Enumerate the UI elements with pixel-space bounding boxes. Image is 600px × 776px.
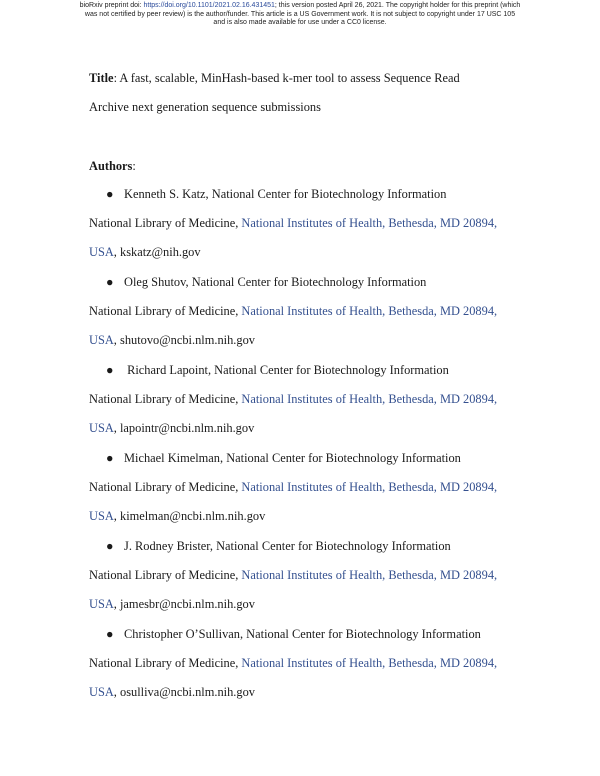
author-name-line: ● Oleg Shutov, National Center for Biotechnology Information	[106, 275, 427, 289]
author-email: , kskatz@nih.gov	[113, 245, 201, 259]
author-name-line: ● Richard Lapoint, National Center for Biotechnology Information	[106, 363, 449, 377]
bullet-icon: ●	[106, 275, 114, 289]
author-affiliation-line: National Library of Medicine, National Institutes of Health, Bethesda, MD 20894,	[89, 480, 498, 494]
author-email-line	[89, 597, 255, 611]
author-email-line	[89, 245, 201, 259]
title-line-1: Title: A fast, scalable, MinHash-based k-mer tool to assess Sequence Read	[89, 71, 460, 85]
author-email: , osulliva@ncbi.nlm.nih.gov	[113, 685, 255, 699]
author-affiliation-line: National Library of Medicine, National Institutes of Health, Bethesda, MD 20894,	[89, 216, 498, 230]
notice-line-2: was not certified by peer review) is the author/funder. This article is a US Government work. It is not subject to copyright under 17 USC 105	[84, 10, 516, 18]
author-email: , shutovo@ncbi.nlm.nih.gov	[113, 333, 255, 347]
author-name-line: ● Christopher O’Sullivan, National Center for Biotechnology Information	[106, 627, 481, 641]
bullet-icon: ●	[106, 363, 114, 377]
author-email: , kimelman@ncbi.nlm.nih.gov	[113, 509, 266, 523]
country-link[interactable]: USA	[89, 421, 114, 435]
institute-link[interactable]: National Institutes of Health, Bethesda, MD 20894,	[241, 568, 498, 582]
bullet-icon: ●	[106, 187, 114, 201]
preprint-notice	[20, 2, 580, 28]
institute-link[interactable]: National Institutes of Health, Bethesda, MD 20894,	[241, 304, 498, 318]
title-line-2: Archive next generation sequence submissions	[89, 100, 321, 114]
country-link[interactable]: USA	[89, 509, 114, 523]
author-email-line	[89, 333, 255, 347]
author-email: , lapointr@ncbi.nlm.nih.gov	[113, 421, 255, 435]
country-link[interactable]: USA	[89, 333, 114, 347]
author-affiliation-line: National Library of Medicine, National Institutes of Health, Bethesda, MD 20894,	[89, 304, 498, 318]
author-email-line	[89, 685, 255, 699]
institute-link[interactable]: National Institutes of Health, Bethesda, MD 20894,	[241, 480, 498, 494]
author-name-line: ● Kenneth S. Katz, National Center for Biotechnology Information	[106, 187, 447, 201]
bullet-icon: ●	[106, 539, 114, 553]
author-affiliation-line: National Library of Medicine, National Institutes of Health, Bethesda, MD 20894,	[89, 656, 498, 670]
country-link[interactable]: USA	[89, 245, 114, 259]
author-name-line: ● Michael Kimelman, National Center for Biotechnology Information	[106, 451, 461, 465]
doi-link[interactable]: https://doi.org/10.1101/2021.02.16.431451	[143, 2, 275, 9]
bullet-icon: ●	[106, 451, 114, 465]
institute-link[interactable]: National Institutes of Health, Bethesda, MD 20894,	[241, 392, 498, 406]
institute-link[interactable]: National Institutes of Health, Bethesda, MD 20894,	[241, 656, 498, 670]
country-link[interactable]: USA	[89, 685, 114, 699]
author-email-line	[89, 509, 265, 523]
bullet-icon: ●	[106, 627, 114, 641]
notice-line-1: bioRxiv preprint doi: https://doi.org/10.1101/2021.02.16.431451; this version posted April 26, 2021. The copyright holder for this preprint (which	[79, 2, 521, 9]
authors-heading: Authors:	[89, 159, 136, 173]
institute-link[interactable]: National Institutes of Health, Bethesda, MD 20894,	[241, 216, 498, 230]
title-label: Title	[89, 71, 114, 85]
author-email: , jamesbr@ncbi.nlm.nih.gov	[113, 597, 255, 611]
author-name-line: ● J. Rodney Brister, National Center for Biotechnology Information	[106, 539, 451, 553]
author-email-line	[89, 421, 254, 435]
country-link[interactable]: USA	[89, 597, 114, 611]
author-affiliation-line: National Library of Medicine, National Institutes of Health, Bethesda, MD 20894,	[89, 392, 498, 406]
author-affiliation-line: National Library of Medicine, National Institutes of Health, Bethesda, MD 20894,	[89, 568, 498, 582]
notice-line-3: and is also made available for use under a CC0 license.	[213, 19, 387, 27]
